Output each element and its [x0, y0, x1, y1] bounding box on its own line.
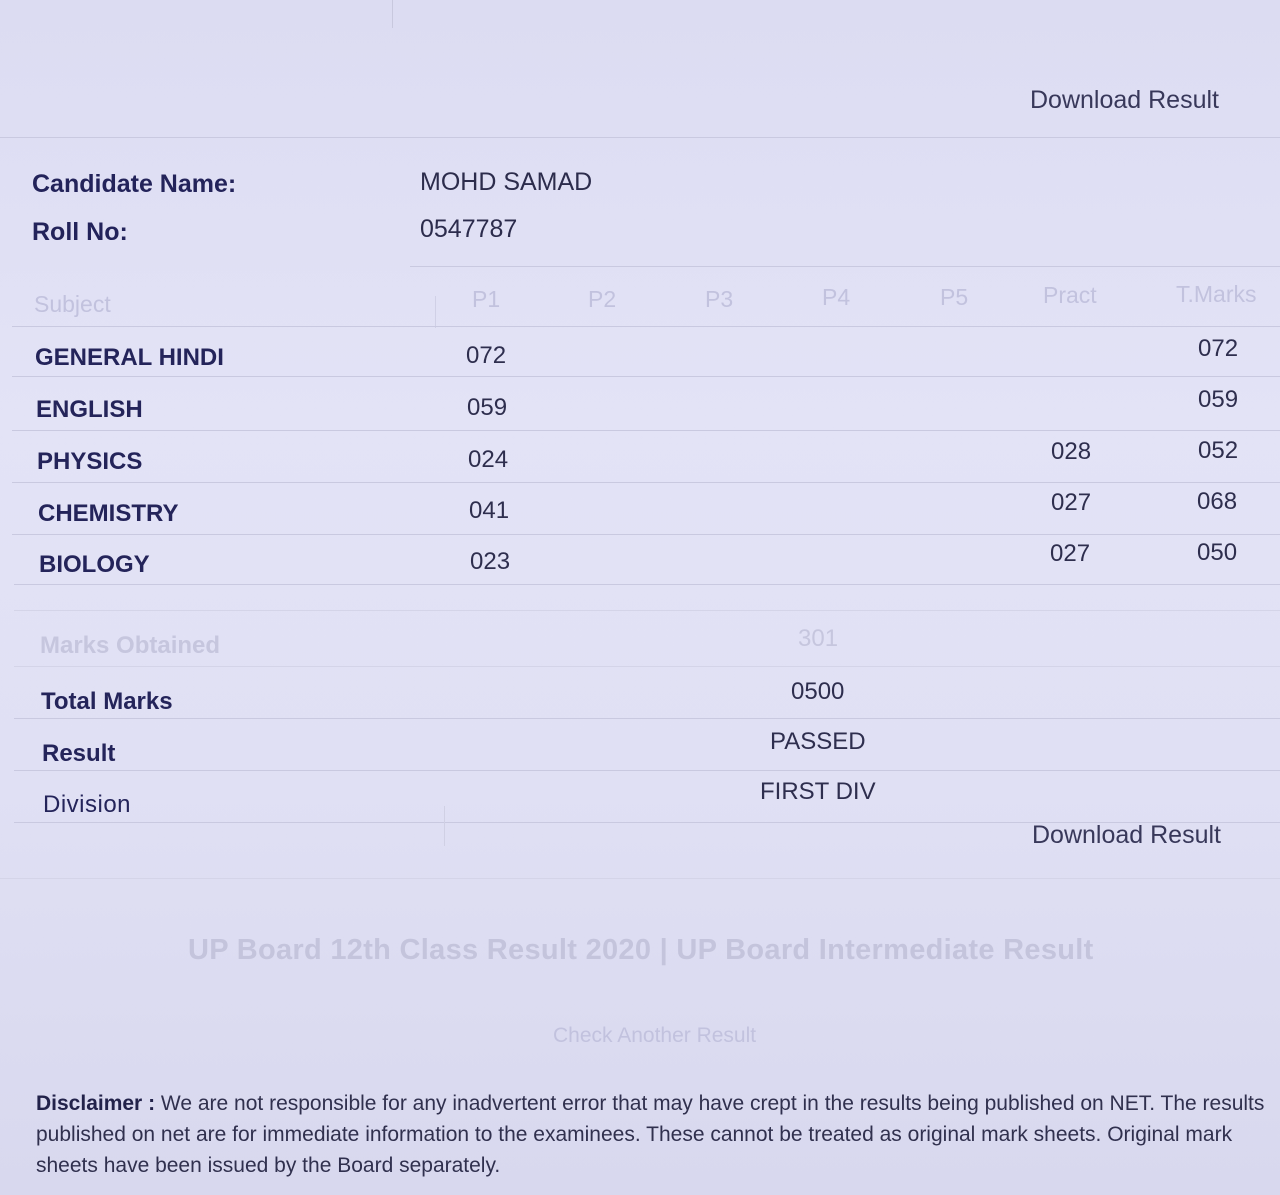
table-bottom-divider	[14, 584, 1280, 585]
header-p3: P3	[705, 286, 734, 312]
marks-obtained-label: Marks Obtained	[40, 632, 221, 659]
subject-total: 052	[1198, 437, 1239, 464]
subject-name: GENERAL HINDI	[35, 344, 224, 371]
row-divider	[12, 376, 1280, 377]
candidate-name-value: MOHD SAMAD	[420, 168, 593, 196]
row-divider	[12, 534, 1280, 535]
table-header-divider	[12, 326, 1280, 327]
subject-total: 068	[1197, 488, 1238, 515]
division-value: FIRST DIV	[760, 778, 876, 805]
header-p4: P4	[822, 284, 851, 310]
subject-p1: 041	[469, 497, 510, 524]
candidate-name-label: Candidate Name:	[32, 170, 237, 198]
subject-name: ENGLISH	[36, 396, 143, 423]
subject-p1: 072	[466, 342, 507, 369]
header-divider-vertical	[435, 296, 436, 328]
header-pract: Pract	[1043, 282, 1097, 308]
top-divider	[392, 0, 393, 28]
marks-obtained-value: 301	[798, 625, 839, 652]
subject-pract: 027	[1051, 489, 1092, 516]
header-p5: P5	[940, 284, 969, 310]
header-divider	[0, 137, 1280, 138]
roll-no-value: 0547787	[420, 215, 518, 243]
footer-vertical-divider	[444, 806, 445, 846]
subject-p1: 023	[470, 548, 511, 575]
candidate-divider	[410, 266, 1280, 267]
subject-pract: 027	[1050, 540, 1091, 567]
download-result-link-bottom[interactable]: Download Result	[1032, 821, 1221, 849]
disclaimer-text: We are not responsible for any inadvertent error that may have crept in the results being published on NET. The results published on net are for immediate information to the examinees. These cannot be treated as original mark sheets. Original mark sheets have been issued by the Board separately.	[36, 1092, 1265, 1177]
total-marks-label: Total Marks	[41, 688, 173, 715]
header-subject: Subject	[34, 291, 111, 317]
subject-total: 059	[1198, 386, 1239, 413]
download-result-link-top[interactable]: Download Result	[1030, 86, 1219, 114]
disclaimer	[36, 1088, 1280, 1181]
check-another-result-link[interactable]: Check Another Result	[553, 1024, 757, 1047]
total-marks-value: 0500	[791, 678, 845, 705]
disclaimer-label: Disclaimer :	[36, 1092, 156, 1115]
header-p2: P2	[588, 286, 617, 312]
subject-total: 072	[1198, 335, 1239, 362]
subject-p1: 059	[467, 394, 508, 421]
header-p1: P1	[472, 286, 501, 312]
footer-divider	[0, 878, 1280, 879]
summary-divider	[14, 666, 1280, 667]
roll-no-label: Roll No:	[32, 218, 128, 246]
subject-name: PHYSICS	[37, 448, 143, 475]
summary-divider	[14, 718, 1280, 719]
subject-name: CHEMISTRY	[38, 500, 179, 527]
subject-total: 050	[1197, 539, 1238, 566]
footer-title: UP Board 12th Class Result 2020 | UP Board Intermediate Result	[188, 934, 1094, 966]
result-label: Result	[42, 740, 116, 767]
row-divider	[12, 430, 1280, 431]
summary-top-divider	[14, 610, 1280, 611]
subject-p1: 024	[468, 446, 509, 473]
result-value: PASSED	[770, 728, 866, 755]
subject-name: BIOLOGY	[39, 551, 150, 578]
division-label: Division	[43, 791, 132, 818]
subject-pract: 028	[1051, 438, 1092, 465]
row-divider	[12, 482, 1280, 483]
summary-divider	[14, 770, 1280, 771]
header-total: T.Marks	[1176, 281, 1257, 307]
